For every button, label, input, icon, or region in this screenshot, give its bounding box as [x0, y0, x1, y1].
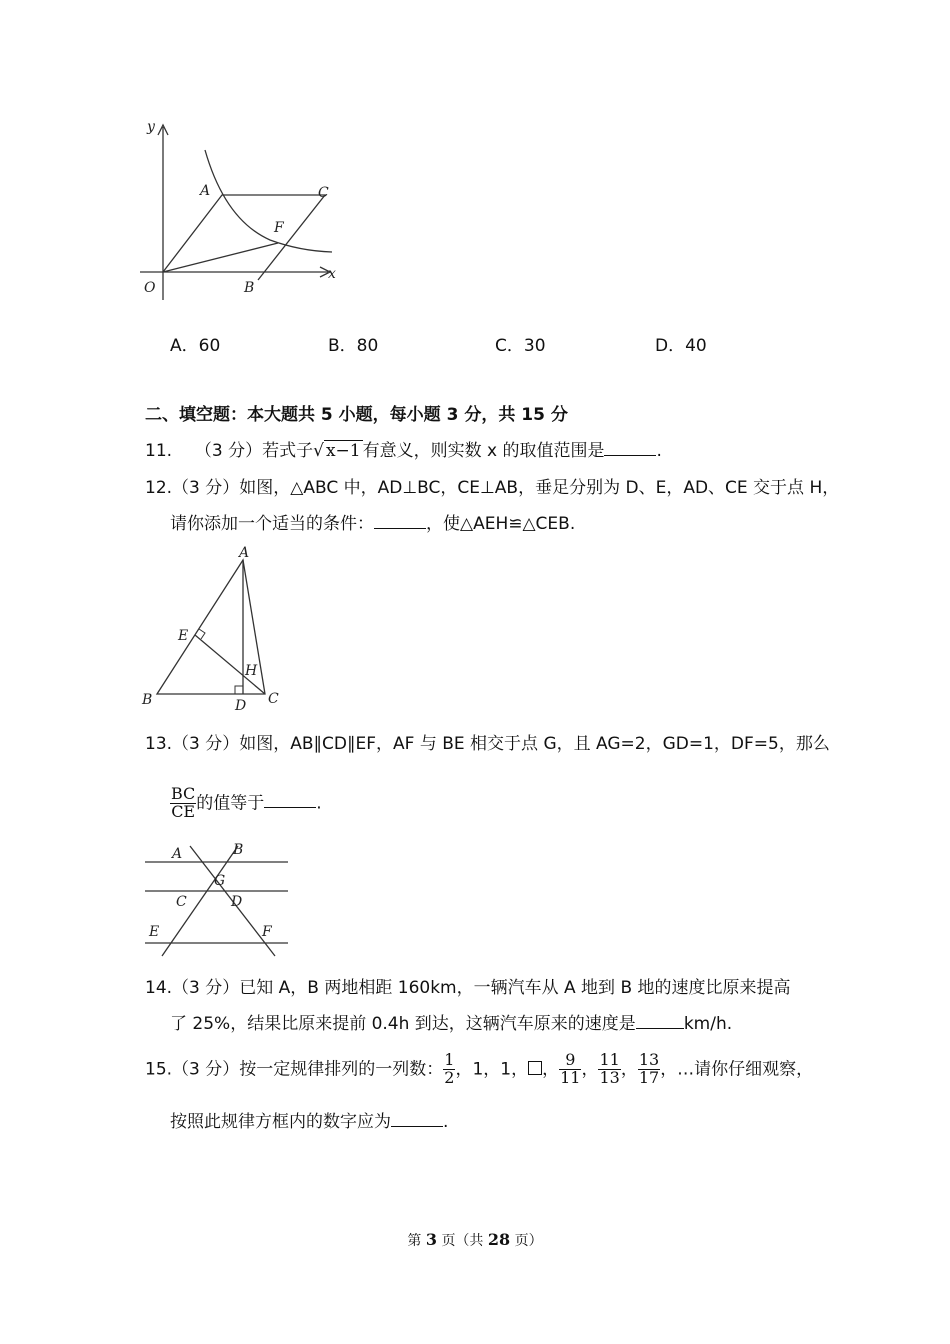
- empty-box: [528, 1061, 542, 1075]
- question-13-line1: 13.（3 分）如图，AB∥CD∥EF，AF 与 BE 相交于点 G，且 AG=2，GD=1，DF=5，那么: [145, 734, 830, 754]
- label-x: x: [328, 266, 336, 282]
- label-d: D: [235, 698, 247, 714]
- label-f: F: [262, 924, 272, 940]
- label-o: O: [144, 280, 156, 296]
- figure-parallel-lines: [140, 838, 295, 958]
- question-13-line2: $\frac{BC}{CE}$ 的值等于 .: [171, 784, 322, 821]
- answer-blank-13: [264, 807, 316, 808]
- answer-blank-15: [391, 1126, 443, 1127]
- answer-blank-14: [636, 1028, 684, 1029]
- label-e: E: [149, 924, 160, 940]
- right-angle-d: [235, 686, 243, 694]
- page-footer: 第 3 页（共 28 页）: [407, 1230, 543, 1249]
- option-d: D．40: [655, 336, 707, 356]
- section-heading: 二、填空题：本大题共 5 小题，每小题 3 分，共 15 分: [145, 405, 568, 425]
- sqrt-expression: √ x−1: [313, 441, 361, 461]
- fraction-1-2: $\frac{1}{2}$: [444, 1050, 455, 1087]
- option-b: B．80: [328, 336, 379, 356]
- question-15-line2: 按照此规律方框内的数字应为 .: [170, 1112, 449, 1132]
- label-a: A: [172, 846, 183, 862]
- question-12-line1: 12.（3 分）如图，△ABC 中，AD⊥BC，CE⊥AB，垂足分别为 D、E，AD、CE 交于点 H，: [145, 478, 840, 498]
- label-d: D: [231, 894, 243, 910]
- q11-rest: 有意义，则实数 x 的取值范围是: [362, 441, 605, 461]
- label-y: y: [147, 119, 155, 135]
- question-12-line2: 请你添加一个适当的条件： ，使△AEH≌△CEB.: [170, 514, 576, 534]
- q11-number: 11.: [145, 441, 173, 461]
- label-a: A: [239, 545, 250, 561]
- label-c: C: [318, 185, 329, 201]
- hyperbola-curve: [205, 150, 332, 252]
- figure-triangle-altitudes: [135, 540, 295, 715]
- segment-of: [163, 243, 278, 272]
- q14-number: 14.: [145, 978, 173, 998]
- label-c: C: [176, 894, 187, 910]
- label-b: B: [233, 842, 244, 858]
- rhombus-oacb: [163, 195, 325, 280]
- label-a: A: [200, 183, 211, 199]
- label-f: F: [274, 220, 284, 236]
- option-c: C．30: [495, 336, 546, 356]
- q11-score: （3 分）若式子: [194, 441, 314, 461]
- fraction-bc-ce: $\frac{BC}{CE}$: [171, 784, 196, 821]
- option-a: A．60: [170, 336, 221, 356]
- q12-number: 12.: [145, 478, 173, 498]
- page-number: 3: [425, 1230, 437, 1249]
- q15-number: 15.: [145, 1059, 173, 1080]
- fraction-9-11: $\frac{9}{11}$: [560, 1050, 581, 1087]
- question-14-line1: 14.（3 分）已知 A，B 两地相距 160km，一辆汽车从 A 地到 B 地的速度比原来提高: [145, 978, 791, 998]
- label-h: H: [245, 663, 258, 679]
- q13-number: 13.: [145, 734, 173, 754]
- right-angle-e: [199, 629, 205, 639]
- label-g: G: [214, 873, 226, 889]
- label-b: B: [244, 280, 255, 296]
- question-14-line2: 了 25%，结果比原来提前 0.4h 到达，这辆汽车原来的速度是 km/h.: [170, 1014, 733, 1034]
- question-15-line1: 15.（3 分）按一定规律排列的一列数： $\frac{1}{2}$ ，1，1， ， $\frac{9}{11}$ ， $\frac{11}{13}$ ， $\frac{13}{17}$ ，…请你仔细观察，: [145, 1050, 814, 1087]
- label-e: E: [178, 628, 189, 644]
- label-c: C: [268, 691, 279, 707]
- question-11: 11. （3 分）若式子√ x−1 有意义，则实数 x 的取值范围是 .: [145, 441, 662, 461]
- figure-coordinate-rhombus: [130, 115, 350, 300]
- fraction-11-13: $\frac{11}{13}$: [599, 1050, 620, 1087]
- answer-blank-12: [374, 528, 426, 529]
- label-b: B: [142, 692, 153, 708]
- fraction-13-17: $\frac{13}{17}$: [638, 1050, 660, 1087]
- total-pages: 28: [487, 1230, 511, 1249]
- answer-blank-11: [604, 455, 656, 456]
